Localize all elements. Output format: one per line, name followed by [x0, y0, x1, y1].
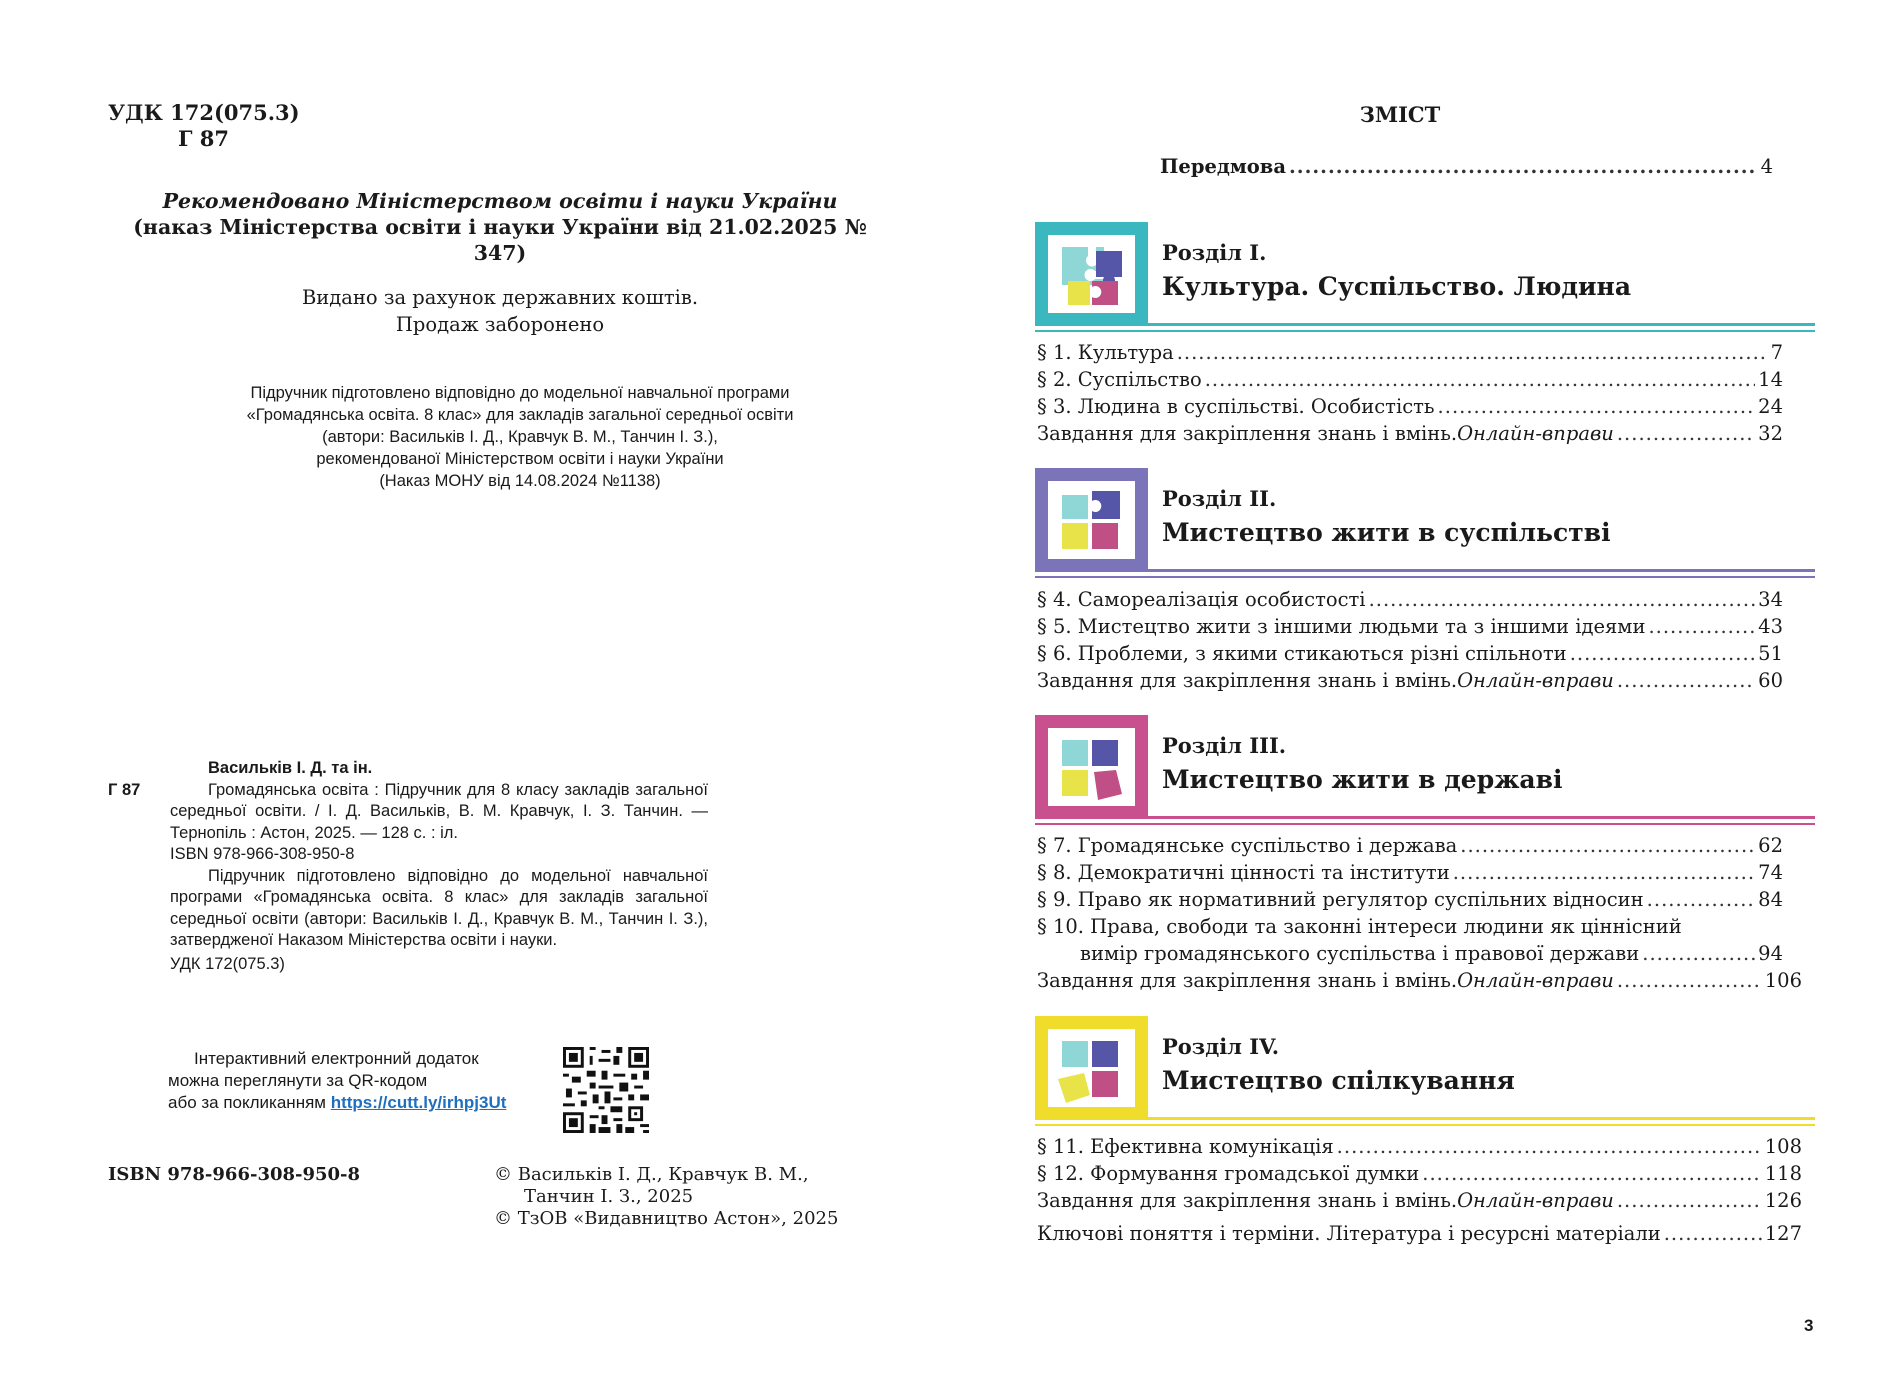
toc-entry-label: § 12. Формування громадської думки — [1037, 1162, 1420, 1185]
copyright-block — [494, 1164, 838, 1230]
toc-entry[interactable] — [1037, 366, 1783, 393]
toc-entry-label: Ключові поняття і терміни. Література і ресурсні матеріали — [1037, 1222, 1661, 1245]
toc-entry-label: вимір громадянського суспільства і правової держави — [1080, 942, 1640, 965]
udk-block — [108, 100, 300, 152]
qr-caption-line: можна переглянути за QR-кодом — [168, 1071, 428, 1090]
toc-entry-label: § 7. Громадянське суспільство і держава — [1037, 834, 1458, 857]
toc-entry[interactable] — [1037, 1133, 1802, 1160]
toc-entry-label: § 1. Культура — [1037, 341, 1174, 364]
funding-note — [250, 284, 750, 338]
toc-entry-label: Завдання для закріплення знань і вмінь. — [1037, 669, 1458, 692]
toc-entry[interactable] — [1037, 393, 1783, 420]
section-title: Мистецтво жити в державі — [1162, 765, 1563, 794]
toc-entry-page: 24 — [1758, 395, 1783, 418]
program-note-line: «Громадянська освіта. 8 клас» для закладів загальної середньої освіти — [246, 406, 794, 424]
online-exercises-label: Онлайн-вправи — [1457, 1189, 1614, 1212]
qr-caption-line: або за покликанням — [168, 1093, 326, 1112]
toc-entry-page: 106 — [1764, 969, 1802, 992]
toc-entry-label: § 3. Людина в суспільстві. Особистість — [1037, 395, 1435, 418]
toc-entry-continuation[interactable] — [1080, 940, 1783, 967]
funding-line: Видано за рахунок державних коштів. — [301, 286, 699, 309]
puzzle-icon — [1048, 1029, 1135, 1107]
catalog-code: Г 87 — [108, 781, 141, 799]
resource-link[interactable]: https://cutt.ly/irhpj3Ut — [330, 1093, 507, 1112]
qr-caption-line: Інтерактивний електронний додаток — [194, 1049, 479, 1068]
sale-prohibited-line: Продаж заборонено — [395, 313, 605, 336]
toc-entry-page: 94 — [1758, 942, 1783, 965]
toc-entry-label: Завдання для закріплення знань і вмінь. — [1037, 1189, 1458, 1212]
toc-entry[interactable] — [1037, 859, 1783, 886]
toc-entry-label: § 9. Право як нормативний регулятор суспільних відносин — [1037, 888, 1644, 911]
recommendation-stamp — [110, 188, 890, 266]
catalog-isbn: ISBN 978-966-308-950-8 — [170, 845, 355, 863]
section-label: Розділ IV. — [1162, 1034, 1280, 1059]
section-header — [1035, 1016, 1815, 1122]
toc-entry-label: § 6. Проблеми, з якими стикаються різні спільноти — [1037, 642, 1567, 665]
toc-entry-page: 32 — [1758, 422, 1783, 445]
section-header — [1035, 222, 1815, 328]
section-color-box — [1035, 468, 1148, 572]
section-color-box — [1035, 222, 1148, 326]
toc-entry-label: § 11. Ефективна комунікація — [1037, 1135, 1334, 1158]
online-exercises-label: Онлайн-вправи — [1457, 969, 1614, 992]
recommendation-line: Рекомендовано Міністерством освіти і науки України — [162, 189, 838, 213]
toc-entry-label: Передмова — [1160, 155, 1286, 178]
toc-entry-label: § 4. Самореалізація особистості — [1037, 588, 1366, 611]
toc-entry-page: 126 — [1764, 1189, 1802, 1212]
author-sign-code: Г 87 — [178, 126, 230, 151]
section-header — [1035, 715, 1815, 821]
section-header — [1035, 468, 1815, 574]
section-label: Розділ І. — [1162, 240, 1267, 265]
toc-entry-exercises[interactable] — [1037, 667, 1783, 694]
toc-entry[interactable] — [1037, 613, 1783, 640]
toc-entry-page: 43 — [1758, 615, 1783, 638]
program-note — [195, 382, 845, 492]
toc-entry-page: 51 — [1758, 642, 1783, 665]
toc-entry-page: 108 — [1764, 1135, 1802, 1158]
toc-entry-page: 74 — [1758, 861, 1783, 884]
isbn: ISBN 978-966-308-950-8 — [108, 1164, 361, 1185]
toc-entry-page: 34 — [1758, 588, 1783, 611]
section-title: Мистецтво жити в суспільстві — [1162, 518, 1611, 547]
section-label: Розділ ІІІ. — [1162, 733, 1287, 758]
toc-entry-page: 60 — [1758, 669, 1783, 692]
toc-entry-page: 4 — [1760, 155, 1773, 178]
toc-entry-page: 84 — [1758, 888, 1783, 911]
toc-entry-page: 7 — [1770, 341, 1783, 364]
section-title: Культура. Суспільство. Людина — [1162, 272, 1632, 301]
program-note-line: (автори: Васильків І. Д., Кравчук В. М., Танчин І. З.), — [322, 428, 718, 446]
toc-entry[interactable] — [1037, 832, 1783, 859]
toc-entry-label: Завдання для закріплення знань і вмінь. — [1037, 422, 1458, 445]
toc-entry[interactable] — [1037, 1160, 1802, 1187]
section-color-box — [1035, 1016, 1148, 1120]
toc-entry-page: 127 — [1764, 1222, 1802, 1245]
toc-entry-page: 14 — [1758, 368, 1783, 391]
puzzle-icon — [1048, 235, 1135, 313]
toc-title: ЗМІСТ — [1359, 102, 1441, 127]
section-label: Розділ ІІ. — [1162, 486, 1277, 511]
toc-entry-label: § 5. Мистецтво жити з іншими людьми та з іншими ідеями — [1037, 615, 1646, 638]
toc-entry-label: § 2. Суспільство — [1037, 368, 1202, 391]
catalog-udk: УДК 172(075.3) — [170, 954, 285, 973]
puzzle-icon — [1048, 481, 1135, 559]
section-color-box — [1035, 715, 1148, 819]
program-note-line: рекомендованої Міністерством освіти і науки України — [316, 450, 724, 468]
copyright-authors: © Васильків І. Д., Кравчук В. М., — [494, 1164, 809, 1185]
page-number: 3 — [1804, 1316, 1814, 1335]
catalog-description: Громадянська освіта : Підручник для 8 класу закладів загальної середньої освіти. / І. Д. Васильків, В. М. Кравчук, І. З. Танчин. — Тернопіль : Астон, 2025. — 128 с. : іл. — [170, 780, 708, 842]
toc-entry-label: § 10. Права, свободи та законні інтереси людини як ціннісний — [1037, 915, 1682, 938]
copyright-authors-cont: Танчин І. З., 2025 — [524, 1186, 694, 1207]
toc-entry[interactable] — [1037, 640, 1783, 667]
online-exercises-label: Онлайн-вправи — [1457, 422, 1614, 445]
online-exercises-label: Онлайн-вправи — [1457, 669, 1614, 692]
program-note-line: (Наказ МОНУ від 14.08.2024 №1138) — [379, 472, 661, 490]
qr-code[interactable] — [563, 1047, 649, 1133]
section-title: Мистецтво спілкування — [1162, 1066, 1515, 1095]
toc-entry-preface[interactable] — [1160, 153, 1773, 180]
catalog-author: Васильків І. Д. та ін. — [208, 759, 373, 777]
program-note-line: Підручник підготовлено відповідно до модельної навчальної програми — [250, 384, 790, 402]
toc-entry[interactable] — [1037, 586, 1783, 613]
catalog-card — [108, 758, 708, 975]
puzzle-icon — [1048, 728, 1135, 806]
toc-entry-exercises[interactable] — [1037, 1187, 1802, 1214]
toc-entry-exercises[interactable] — [1037, 420, 1783, 447]
catalog-note: Підручник підготовлено відповідно до модельної навчальної програми «Громадянська освіта. 8 клас» для закладів загальної середньої освіти (автори: Васильків І. Д., Кравчук В. М., Танчин І. З.), затвердженої Наказом Міністерства освіти і науки. — [170, 866, 708, 949]
toc-entry-label: Завдання для закріплення знань і вмінь. — [1037, 969, 1458, 992]
toc-entry[interactable] — [1037, 339, 1783, 366]
toc-entry[interactable] — [1037, 886, 1783, 913]
toc-entry-glossary[interactable] — [1037, 1220, 1802, 1247]
toc-entry[interactable] — [1037, 913, 1783, 940]
toc-entry-page: 62 — [1758, 834, 1783, 857]
recommendation-order: (наказ Міністерства освіти і науки України від 21.02.2025 № 347) — [133, 215, 867, 265]
copyright-publisher: © ТзОВ «Видавництво Астон», 2025 — [494, 1208, 839, 1229]
qr-caption — [168, 1048, 506, 1114]
toc-entry-page: 118 — [1764, 1162, 1802, 1185]
toc-entry-label: § 8. Демократичні цінності та інститути — [1037, 861, 1450, 884]
udk-code: УДК 172(075.3) — [108, 100, 300, 125]
toc-entry-exercises[interactable] — [1037, 967, 1802, 994]
